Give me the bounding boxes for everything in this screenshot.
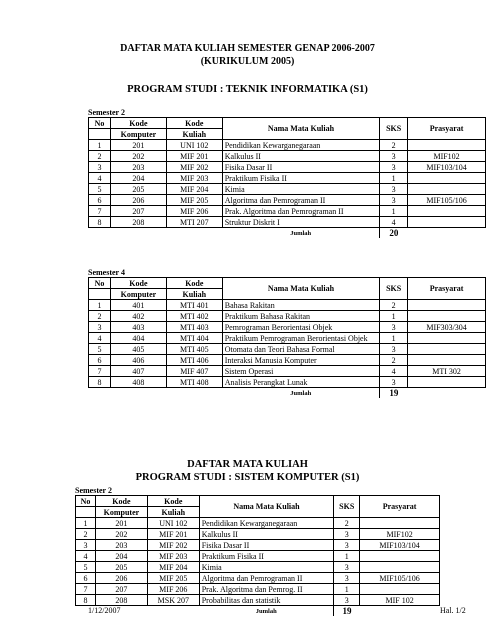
cell-kode-komputer: 204 [95,551,147,562]
table-row [76,595,440,606]
cell-kode-kuliah: MIF 206 [147,584,199,595]
col-no: No [89,118,111,129]
cell-kode-komputer: 408 [110,377,166,388]
cell-kode-kuliah: MTI 405 [166,344,222,355]
total-spacer [89,388,223,399]
col-prasyarat: Prasyarat [408,118,486,140]
col-prasyarat: Prasyarat [408,278,486,300]
cell-nama: Fisika Dasar II [199,540,334,551]
cell-prasyarat [408,377,486,388]
total-row [89,388,486,399]
cell-no: 4 [89,333,111,344]
cell-kode-komputer: 203 [95,540,147,551]
cell-kode-kuliah: MTI 207 [166,217,222,228]
table-row [89,311,486,322]
cell-kode-komputer: 406 [110,355,166,366]
cell-kode-komputer: 402 [110,311,166,322]
cell-no: 5 [76,562,96,573]
cell-sks: 3 [334,562,360,573]
cell-kode-kuliah: UNI 102 [147,518,199,529]
table-row [76,518,440,529]
cell-kode-kuliah: MIF 206 [166,206,222,217]
cell-no: 8 [89,217,111,228]
cell-no: 3 [76,540,96,551]
table-row [89,217,486,228]
cell-no: 7 [89,366,111,377]
cell-kode-kuliah: MIF 407 [166,366,222,377]
cell-nama: Struktur Diskrit I [222,217,379,228]
cell-nama: Probabilitas dan statistik [199,595,334,606]
cell-no: 3 [89,322,111,333]
total-sks: 20 [380,228,408,239]
cell-sks: 3 [334,573,360,584]
cell-prasyarat: MIF103/104 [360,540,440,551]
cell-nama: Praktikum Pemrograman Berorientasi Objek [222,333,379,344]
cell-sks: 1 [380,206,408,217]
cell-prasyarat [408,355,486,366]
cell-no: 6 [76,573,96,584]
cell-kode-kuliah: MIF 202 [147,540,199,551]
table-row [76,529,440,540]
col-komputer: Komputer [95,507,147,518]
cell-prasyarat [408,311,486,322]
semester-label: Semester 2 [75,486,112,495]
cell-prasyarat: MIF102 [408,151,486,162]
section-title-sk [0,458,495,484]
col-sks: SKS [380,118,408,140]
col-nama: Nama Mata Kuliah [199,496,334,518]
cell-kode-kuliah: MTI 404 [166,333,222,344]
cell-kode-kuliah: MIF 203 [147,551,199,562]
cell-nama: Kimia [199,562,334,573]
cell-no: 1 [76,518,96,529]
cell-no: 3 [89,162,111,173]
table-row [89,300,486,311]
cell-prasyarat [360,562,440,573]
col-no: No [76,496,96,507]
cell-prasyarat: MIF102 [360,529,440,540]
section-title-line: DAFTAR MATA KULIAH [187,459,308,470]
cell-sks: 3 [380,377,408,388]
cell-kode-komputer: 208 [95,595,147,606]
total-spacer [408,228,486,239]
col-blank [76,507,96,518]
cell-sks: 3 [380,162,408,173]
cell-nama: Prak. Algoritma dan Pemrograman II [222,206,379,217]
total-row [76,606,440,617]
cell-kode-komputer: 401 [110,300,166,311]
col-kode: Kode [95,496,147,507]
cell-kode-kuliah: MTI 402 [166,311,222,322]
table-row [89,355,486,366]
cell-nama: Praktikum Fisika II [222,173,379,184]
cell-nama: Pendidikan Kewarganegaraan [222,140,379,151]
cell-prasyarat [408,140,486,151]
cell-sks: 1 [334,584,360,595]
program-title-sk: PROGRAM STUDI : SISTEM KOMPUTER (S1) [135,472,360,483]
footer-page: Hal. 1/2 [440,606,466,615]
cell-prasyarat [408,333,486,344]
cell-kode-komputer: 404 [110,333,166,344]
cell-no: 2 [89,151,111,162]
cell-kode-komputer: 208 [110,217,166,228]
cell-kode-komputer: 202 [110,151,166,162]
cell-nama: Kalkulus II [222,151,379,162]
cell-kode-kuliah: UNI 102 [166,140,222,151]
cell-sks: 2 [380,355,408,366]
cell-kode-komputer: 206 [95,573,147,584]
table-row [89,377,486,388]
cell-prasyarat [408,184,486,195]
table-row [89,366,486,377]
table-row [89,173,486,184]
table-row [89,322,486,333]
col-blank [89,129,111,140]
col-no: No [89,278,111,289]
cell-kode-kuliah: MTI 403 [166,322,222,333]
table-row [89,195,486,206]
cell-prasyarat: MIF103/104 [408,162,486,173]
cell-kode-kuliah: MIF 204 [166,184,222,195]
cell-nama: Kalkulus II [199,529,334,540]
cell-no: 7 [89,206,111,217]
table-row [89,344,486,355]
table-row [76,584,440,595]
cell-prasyarat [408,206,486,217]
cell-no: 4 [89,173,111,184]
jumlah-label: Jumlah [290,229,312,237]
cell-nama: Praktikum Fisika II [199,551,334,562]
cell-sks: 4 [380,217,408,228]
total-sks: 19 [380,388,408,399]
cell-sks: 1 [380,311,408,322]
cell-no: 1 [89,300,111,311]
cell-kode-komputer: 207 [110,206,166,217]
cell-no: 7 [76,584,96,595]
cell-kode-komputer: 204 [110,173,166,184]
cell-nama: Kimia [222,184,379,195]
cell-prasyarat [360,551,440,562]
cell-kode-kuliah: MIF 201 [147,529,199,540]
cell-prasyarat [408,344,486,355]
table-row [89,206,486,217]
col-blank [89,289,111,300]
cell-no: 5 [89,184,111,195]
cell-prasyarat: MIF 102 [360,595,440,606]
total-spacer [360,606,440,617]
cell-no: 8 [89,377,111,388]
cell-prasyarat [360,518,440,529]
cell-prasyarat [360,584,440,595]
col-prasyarat: Prasyarat [360,496,440,518]
course-table-ti-sem2 [88,117,486,238]
cell-prasyarat [408,173,486,184]
title-line-1: DAFTAR MATA KULIAH SEMESTER GENAP 2006-2007 [120,43,375,54]
cell-kode-kuliah: MIF 201 [166,151,222,162]
cell-nama: Analisis Perangkat Lunak [222,377,379,388]
cell-kode-kuliah: MSK 207 [147,595,199,606]
cell-kode-komputer: 207 [95,584,147,595]
cell-kode-komputer: 203 [110,162,166,173]
cell-sks: 3 [380,184,408,195]
total-sks: 19 [334,606,360,617]
document-title [0,42,495,68]
cell-sks: 3 [380,195,408,206]
cell-prasyarat: MIF105/106 [360,573,440,584]
table-row [76,551,440,562]
cell-sks: 4 [380,366,408,377]
cell-sks: 3 [334,540,360,551]
cell-sks: 2 [380,140,408,151]
table-row [76,562,440,573]
cell-kode-kuliah: MIF 205 [166,195,222,206]
cell-prasyarat [408,300,486,311]
cell-nama: Fisika Dasar II [222,162,379,173]
total-spacer [408,388,486,399]
col-nama: Nama Mata Kuliah [222,118,379,140]
cell-kode-komputer: 405 [110,344,166,355]
cell-sks: 3 [334,595,360,606]
col-kuliah: Kuliah [166,129,222,140]
cell-kode-komputer: 202 [95,529,147,540]
cell-kode-kuliah: MTI 406 [166,355,222,366]
col-kode: Kode [110,118,166,129]
cell-nama: Bahasa Rakitan [222,300,379,311]
table-row [89,140,486,151]
total-spacer [89,228,223,239]
cell-prasyarat: MIF303/304 [408,322,486,333]
cell-kode-komputer: 205 [95,562,147,573]
col-nama: Nama Mata Kuliah [222,278,379,300]
cell-kode-komputer: 407 [110,366,166,377]
title-line-2: (KURIKULUM 2005) [200,56,295,67]
cell-nama: Algoritma dan Pemrograman II [222,195,379,206]
cell-kode-kuliah: MIF 204 [147,562,199,573]
cell-sks: 1 [380,333,408,344]
cell-no: 6 [89,355,111,366]
cell-kode-kuliah: MIF 203 [166,173,222,184]
total-row [89,228,486,239]
col-kuliah: Kuliah [166,289,222,300]
cell-prasyarat: MIF105/106 [408,195,486,206]
cell-nama: Prak. Algoritma dan Pemrog. II [199,584,334,595]
cell-nama: Pendidikan Kewarganegaraan [199,518,334,529]
col-kode: Kode [147,496,199,507]
table-row [76,540,440,551]
cell-sks: 3 [380,322,408,333]
course-table-sk-sem2 [75,495,440,616]
cell-no: 1 [89,140,111,151]
table-row [89,162,486,173]
cell-nama: Sistem Operasi [222,366,379,377]
cell-kode-komputer: 201 [95,518,147,529]
cell-no: 5 [89,344,111,355]
col-kuliah: Kuliah [147,507,199,518]
cell-no: 2 [76,529,96,540]
jumlah-label: Jumlah [255,607,277,615]
col-kode: Kode [166,278,222,289]
cell-sks: 2 [380,300,408,311]
cell-kode-komputer: 201 [110,140,166,151]
col-sks: SKS [380,278,408,300]
cell-kode-kuliah: MTI 401 [166,300,222,311]
cell-kode-komputer: 403 [110,322,166,333]
cell-kode-kuliah: MTI 408 [166,377,222,388]
col-komputer: Komputer [110,289,166,300]
jumlah-label: Jumlah [290,389,312,397]
cell-sks: 2 [334,518,360,529]
col-komputer: Komputer [110,129,166,140]
cell-nama: Praktikum Bahasa Rakitan [222,311,379,322]
cell-kode-kuliah: MIF 205 [147,573,199,584]
cell-no: 8 [76,595,96,606]
cell-nama: Pemrograman Berorientasi Objek [222,322,379,333]
cell-kode-komputer: 206 [110,195,166,206]
table-row [89,333,486,344]
col-kode: Kode [110,278,166,289]
semester-label: Semester 4 [88,268,125,277]
col-kode: Kode [166,118,222,129]
course-table-ti-sem4 [88,277,486,398]
cell-no: 2 [89,311,111,322]
cell-prasyarat: MTI 302 [408,366,486,377]
table-row [89,184,486,195]
cell-sks: 1 [380,173,408,184]
table-row [89,151,486,162]
program-title-ti: PROGRAM STUDI : TEKNIK INFORMATIKA (S1) [127,84,368,95]
cell-sks: 3 [334,529,360,540]
cell-sks: 3 [380,151,408,162]
cell-kode-komputer: 205 [110,184,166,195]
footer-date: 1/12/2007 [88,606,121,615]
cell-sks: 3 [380,344,408,355]
cell-kode-kuliah: MIF 202 [166,162,222,173]
col-sks: SKS [334,496,360,518]
cell-nama: Otomata dan Teori Bahasa Formal [222,344,379,355]
cell-no: 4 [76,551,96,562]
cell-sks: 1 [334,551,360,562]
table-row [76,573,440,584]
cell-nama: Interaksi Manusia Komputer [222,355,379,366]
cell-no: 6 [89,195,111,206]
semester-label: Semester 2 [88,108,125,117]
cell-nama: Algoritma dan Pemrograman II [199,573,334,584]
cell-prasyarat [408,217,486,228]
